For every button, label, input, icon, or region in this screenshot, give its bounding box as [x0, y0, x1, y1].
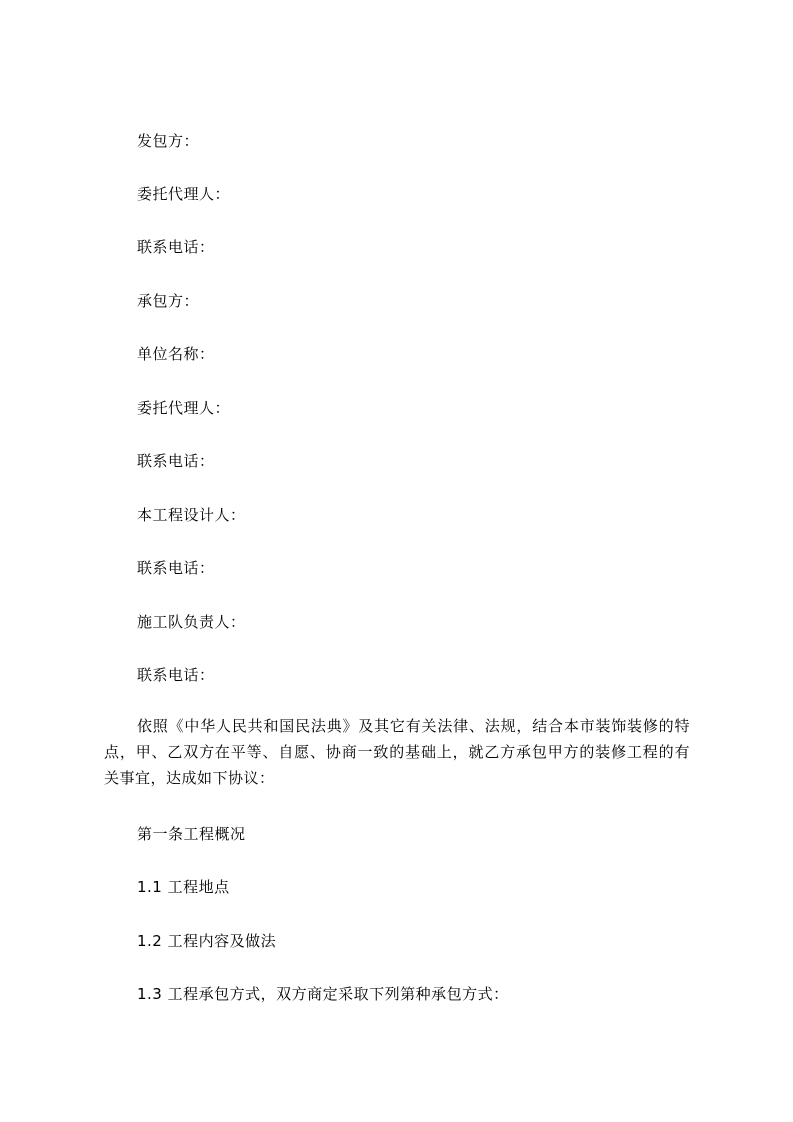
item-1-1: 1.1 工程地点: [137, 878, 230, 896]
crew-leader-label: 施工队负责人：: [137, 613, 246, 631]
contractor-label: 承包方：: [137, 292, 200, 310]
employer-agent-label: 委托代理人：: [137, 185, 231, 203]
contractor-phone-label: 联系电话：: [137, 452, 215, 470]
designer-phone-label: 联系电话：: [137, 559, 215, 577]
company-name-label: 单位名称：: [137, 345, 215, 363]
employer-phone-label: 联系电话：: [137, 238, 215, 256]
item-1-3: 1.3 工程承包方式，双方商定采取下列第种承包方式：: [137, 985, 509, 1003]
crew-leader-phone-label: 联系电话：: [137, 666, 215, 684]
employer-label: 发包方：: [137, 132, 200, 150]
article-1-title: 第一条工程概况: [137, 825, 246, 843]
contractor-agent-label: 委托代理人：: [137, 399, 231, 417]
designer-label: 本工程设计人：: [137, 506, 246, 524]
intro-paragraph: 依照《中华人民共和国民法典》及其它有关法律、法规，结合本市装饰装修的特点，甲、乙双方在平等、自愿、协商一致的基础上，就乙方承包甲方的装修工程的有关事宜，达成如下协议：: [104, 717, 690, 787]
item-1-2: 1.2 工程内容及做法: [137, 932, 277, 950]
